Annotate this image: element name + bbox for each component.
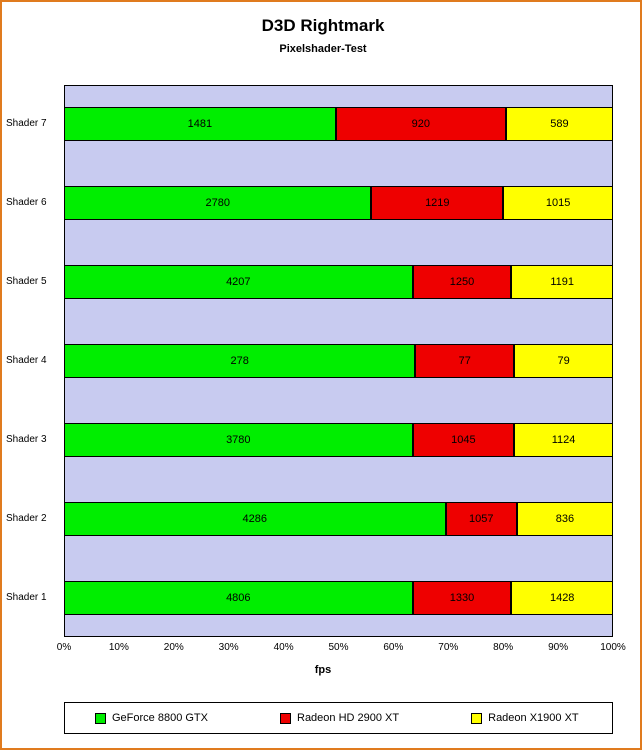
x-axis-tick-label: 0% bbox=[56, 642, 72, 653]
bar-segment: 836 bbox=[517, 502, 613, 536]
x-axis-tick-label: 30% bbox=[218, 642, 239, 653]
legend-label: GeForce 8800 GTX bbox=[112, 712, 208, 724]
bar-group bbox=[64, 186, 613, 220]
y-axis-tick-label: Shader 6 bbox=[6, 197, 47, 209]
bar-segment: 1124 bbox=[514, 423, 613, 457]
legend-swatch-icon bbox=[280, 713, 291, 724]
bar-group bbox=[64, 107, 613, 141]
bar-segment: 589 bbox=[506, 107, 613, 141]
x-axis-tick-label: 20% bbox=[163, 642, 184, 653]
x-axis-tick-label: 70% bbox=[438, 642, 459, 653]
bar-group bbox=[64, 581, 613, 615]
bar-segment: 1330 bbox=[413, 581, 512, 615]
bar-group bbox=[64, 344, 613, 378]
bar-segment: 1191 bbox=[511, 265, 613, 299]
bar-segment: 1057 bbox=[446, 502, 517, 536]
legend-item bbox=[471, 712, 579, 724]
legend-label: Radeon HD 2900 XT bbox=[297, 712, 400, 724]
legend-item bbox=[280, 712, 399, 724]
y-axis-tick-label: Shader 7 bbox=[6, 118, 47, 130]
legend-label: Radeon X1900 XT bbox=[488, 712, 579, 724]
legend-swatch-icon bbox=[471, 713, 482, 724]
x-axis-tick-label: 50% bbox=[328, 642, 349, 653]
bar-segment: 77 bbox=[415, 344, 514, 378]
bar-segment: 4286 bbox=[64, 502, 446, 536]
x-axis-tick-label: 90% bbox=[548, 642, 569, 653]
chart-legend bbox=[64, 702, 613, 734]
y-axis-tick-label: Shader 2 bbox=[6, 512, 47, 524]
x-axis-tick-label: 10% bbox=[108, 642, 129, 653]
bar-segment: 1481 bbox=[64, 107, 336, 141]
bar-segment: 920 bbox=[336, 107, 506, 141]
bar-segment: 2780 bbox=[64, 186, 371, 220]
chart-title: D3D Rightmark bbox=[261, 16, 385, 35]
bar-group bbox=[64, 502, 613, 536]
y-axis-tick-label: Shader 1 bbox=[6, 591, 47, 603]
bar-group bbox=[64, 423, 613, 457]
bar-segment: 1015 bbox=[503, 186, 613, 220]
bar-segment: 1428 bbox=[511, 581, 613, 615]
bar-segment: 1219 bbox=[371, 186, 503, 220]
x-axis-tick-label: 100% bbox=[600, 642, 626, 653]
x-axis-tick-label: 40% bbox=[273, 642, 294, 653]
bar-segment: 1250 bbox=[413, 265, 512, 299]
chart-subtitle: Pixelshader-Test bbox=[279, 43, 367, 55]
x-axis-tick-label: 80% bbox=[493, 642, 514, 653]
legend-item bbox=[95, 712, 208, 724]
x-axis-tick-label: 60% bbox=[383, 642, 404, 653]
bar-segment: 278 bbox=[64, 344, 415, 378]
y-axis-tick-label: Shader 3 bbox=[6, 433, 47, 445]
y-axis-tick-label: Shader 4 bbox=[6, 355, 47, 366]
x-axis-title: fps bbox=[314, 664, 332, 676]
bar-segment: 4207 bbox=[64, 265, 413, 299]
legend-swatch-icon bbox=[95, 713, 106, 724]
y-axis-tick-label: Shader 5 bbox=[6, 276, 47, 288]
bar-segment: 3780 bbox=[64, 423, 413, 457]
bar-segment: 4806 bbox=[64, 581, 413, 615]
bar-segment: 1045 bbox=[413, 423, 515, 457]
bar-segment: 79 bbox=[514, 344, 613, 378]
bar-group bbox=[64, 265, 613, 299]
